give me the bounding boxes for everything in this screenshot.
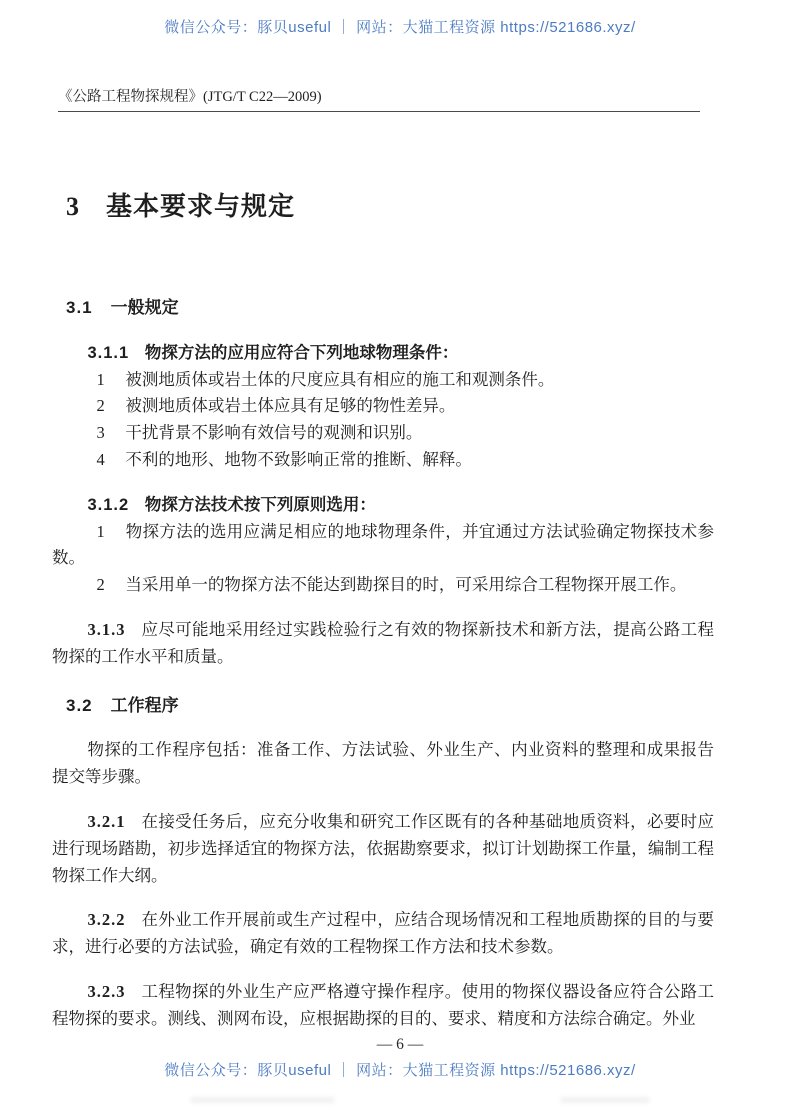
item-text: 不利的地形、地物不致影响正常的推断、解释。 [125, 449, 472, 469]
clause-text: 应尽可能地采用经过实践检验行之有效的物探新技术和新方法，提高公路工程物探的工作水平和质量。 [52, 619, 714, 666]
clause-number: 3.1.3 [87, 619, 126, 639]
clause-number: 3.1.1 [87, 343, 130, 362]
item-number: 3 [96, 423, 105, 443]
clause-text: 物探方法技术按下列原则选用： [144, 495, 376, 514]
list-item [52, 393, 714, 420]
clause-3-1-3 [52, 617, 714, 671]
item-number: 4 [96, 449, 105, 469]
clause-text: 工程物探的外业生产应严格遵守操作程序。使用的物探仪器设备应符合公路工程物探的要求。测线、测网布设，应根据勘探的目的、要求、精度和方法综合确定。外业 [52, 981, 714, 1028]
list-item [52, 519, 714, 573]
bottom-watermark-text: 微信公众号：豚贝useful ｜ 网站：大猫工程资源 https://521686.xyz/ [164, 1062, 636, 1079]
clause-number: 3.2.2 [87, 910, 126, 930]
clause-text: 在接受任务后，应充分收集和研究工作区既有的各种基础地质资料，必要时应进行现场踏勘，初步选择适宜的物探方法，依据勘察要求，拟订计划勘探工作量，编制工程物探工作大纲。 [52, 811, 714, 885]
clause-text: 物探方法的应用应符合下列地球物理条件： [144, 343, 459, 362]
list-item [52, 572, 714, 599]
section-number: 3.1 [66, 298, 93, 317]
chapter-title: 基本要求与规定 [106, 192, 296, 221]
item-text: 物探方法的选用应满足相应的地球物理条件，并宜通过方法试验确定物探技术参数。 [52, 521, 714, 568]
running-head-doc-reference: 《公路工程物探规程》(JTG/T C22—2009) [58, 89, 322, 105]
chapter-heading [66, 186, 716, 223]
section-number: 3.2 [66, 695, 93, 715]
top-watermark-text: 微信公众号：豚贝useful ｜ 网站：大猫工程资源 https://521686.xyz/ [164, 19, 636, 36]
clause-number: 3.2.3 [87, 981, 126, 1001]
item-text: 被测地质体或岩土体的尺度应具有相应的施工和观测条件。 [125, 369, 555, 389]
section-title: 一般规定 [110, 298, 179, 317]
chapter-number: 3 [66, 192, 80, 221]
item-text: 当采用单一的物探方法不能达到勘探目的时，可采用综合工程物探开展工作。 [125, 575, 687, 595]
item-text: 被测地质体或岩土体应具有足够的物性差异。 [125, 396, 456, 416]
clause-number: 3.2.1 [87, 811, 126, 831]
clause-3-2-1 [52, 809, 714, 889]
clause-text: 在外业工作开展前或生产过程中，应结合现场情况和工程地质勘探的目的与要求，进行必要的方法试验，确定有效的工程物探工作方法和技术参数。 [52, 910, 714, 957]
bleed-through-smudge [190, 1097, 335, 1103]
bleed-through-smudge [560, 1097, 650, 1103]
item-number: 1 [96, 521, 105, 541]
clause-3-1-2 [52, 492, 714, 519]
section-heading-3-1 [66, 295, 714, 322]
item-number: 2 [96, 396, 105, 416]
item-number: 1 [96, 369, 105, 389]
document-body [52, 295, 714, 1033]
clause-3-1-1 [52, 340, 714, 367]
clause-3-2-3 [52, 979, 714, 1033]
section-title: 工作程序 [110, 695, 179, 715]
section-3-2-lead-paragraph: 物探的工作程序包括：准备工作、方法试验、外业生产、内业资料的整理和成果报告提交等步骤。 [52, 740, 714, 787]
item-number: 2 [96, 575, 105, 595]
list-item [52, 447, 714, 474]
section-heading-3-2 [66, 693, 714, 720]
list-item [52, 367, 714, 394]
running-head-rule [58, 111, 700, 112]
list-item [52, 420, 714, 447]
item-text: 干扰背景不影响有效信号的观测和识别。 [125, 423, 423, 443]
clause-3-2-2 [52, 907, 714, 961]
page-number: — 6 — [376, 1036, 424, 1053]
clause-number: 3.1.2 [87, 495, 130, 514]
